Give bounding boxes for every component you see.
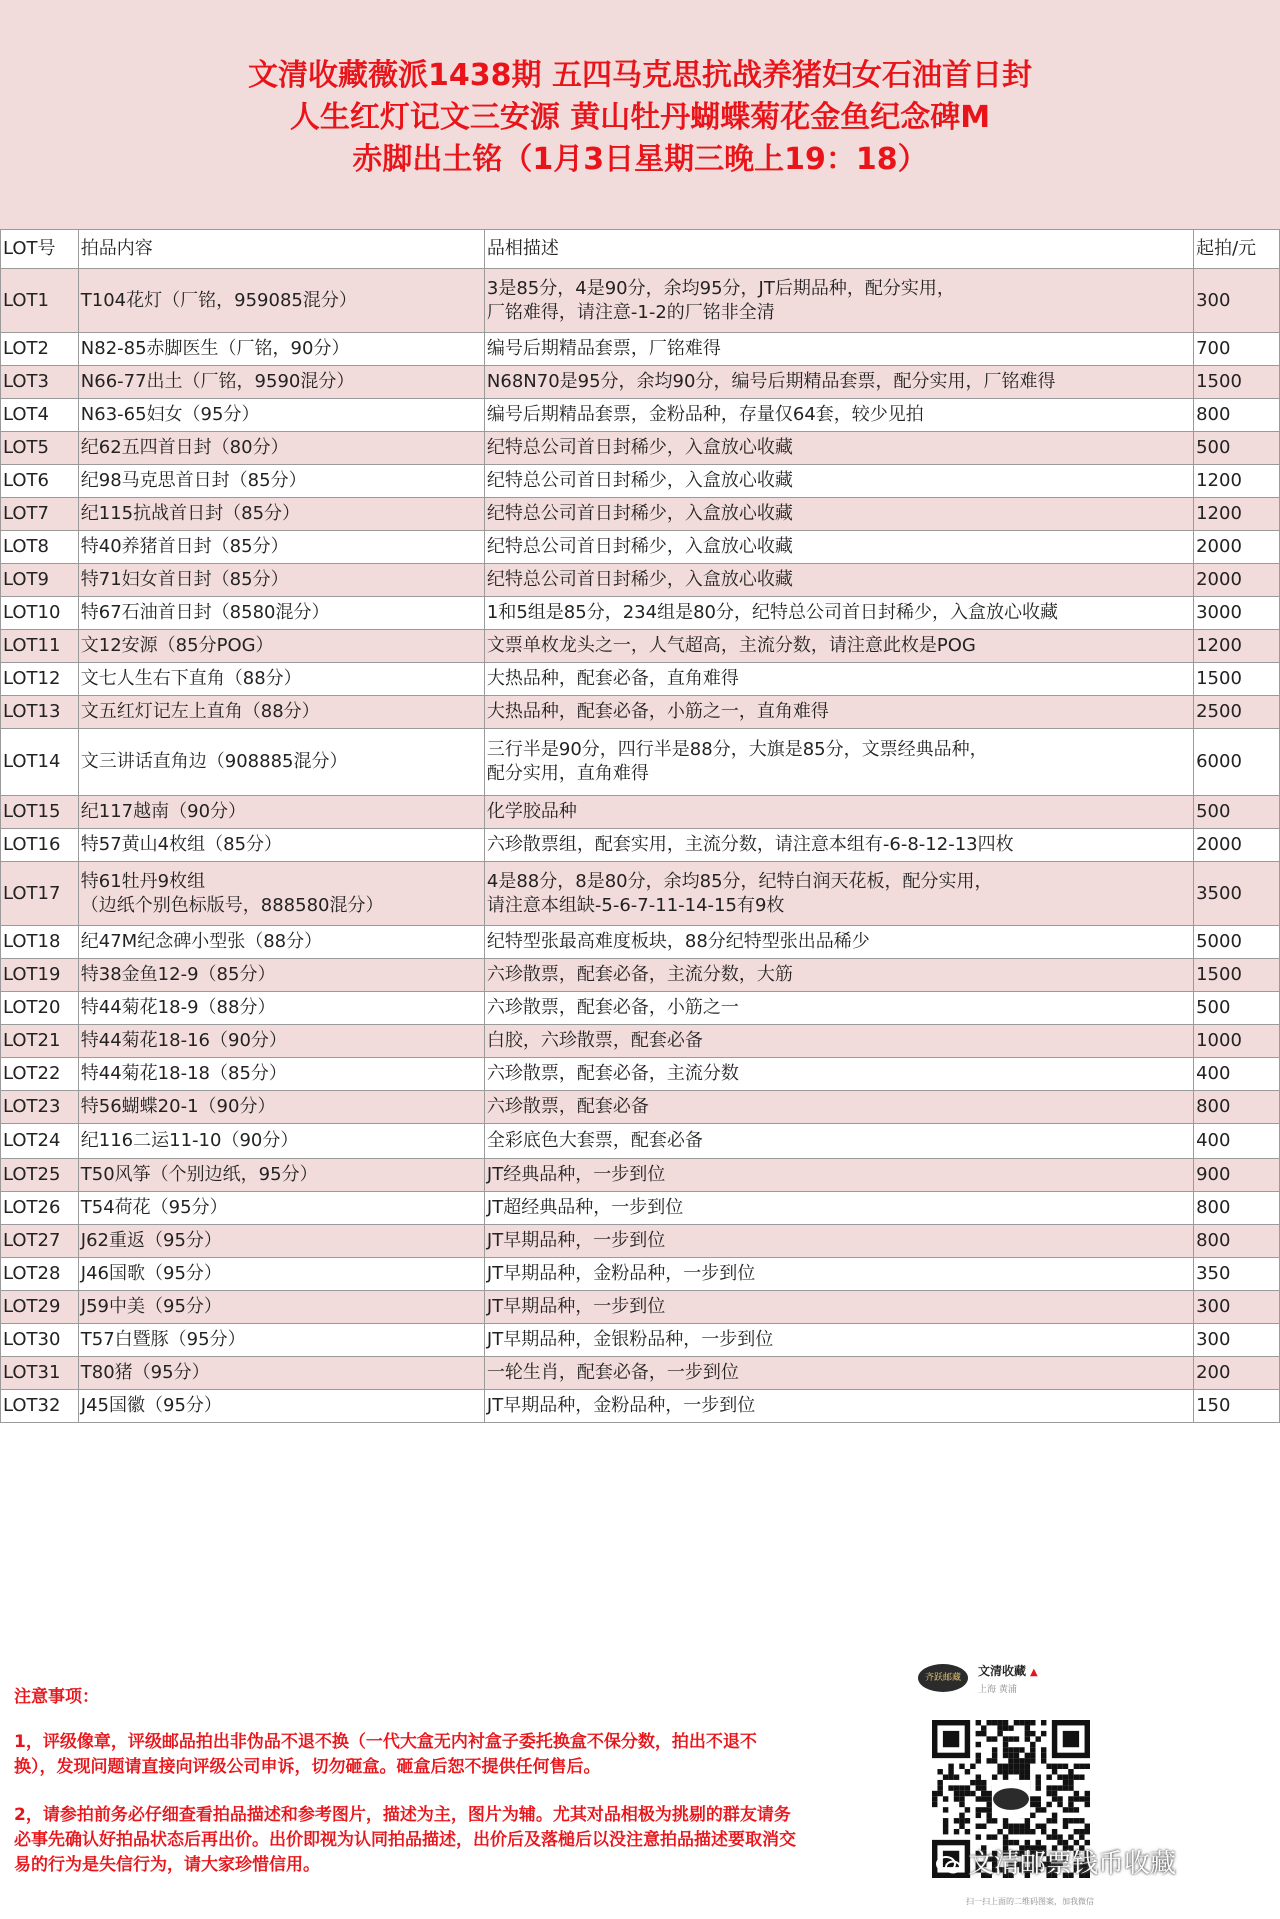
table-row	[1, 1192, 1280, 1225]
cell-price: 2000	[1194, 531, 1280, 564]
notes-title: 注意事项：	[14, 1687, 99, 1707]
cell-lot: LOT25	[1, 1159, 79, 1192]
cell-lot: LOT13	[1, 696, 79, 729]
cell-item: 文五红灯记左上直角（88分）	[78, 696, 484, 729]
cell-desc: 化学胶品种	[484, 796, 1193, 829]
table-row	[1, 498, 1280, 531]
cell-item: 特67石油首日封（8580混分）	[78, 597, 484, 630]
table-row	[1, 663, 1280, 696]
cell-price: 6000	[1194, 729, 1280, 796]
cell-desc: 纪特总公司首日封稀少，入盒放心收藏	[484, 531, 1193, 564]
cell-price: 300	[1194, 1291, 1280, 1324]
cell-price: 150	[1194, 1390, 1280, 1423]
cell-lot: LOT29	[1, 1291, 79, 1324]
note-1: 1，评级像章，评级邮品拍出非伪品不退不换（一代大盒无内衬盒子委托换盒不保分数，拍出不退不换），发现问题请直接向评级公司申诉，切勿砸盒。砸盒后恕不提供任何售后。	[14, 1732, 757, 1777]
cell-lot: LOT12	[1, 663, 79, 696]
cell-desc: JT早期品种，一步到位	[484, 1225, 1193, 1258]
table-row	[1, 269, 1280, 333]
cell-lot: LOT10	[1, 597, 79, 630]
cell-price: 500	[1194, 796, 1280, 829]
table-row	[1, 1091, 1280, 1124]
cell-price: 1200	[1194, 630, 1280, 663]
table-row	[1, 1025, 1280, 1058]
cell-desc: 六珍散票，配套必备，主流分数，大筋	[484, 959, 1193, 992]
cell-price: 900	[1194, 1159, 1280, 1192]
qr-caption: 扫一扫上面的二维码图案，加我微信	[966, 1897, 1094, 1906]
cell-desc: JT早期品种，金粉品种，一步到位	[484, 1258, 1193, 1291]
cell-lot: LOT14	[1, 729, 79, 796]
table-row	[1, 1225, 1280, 1258]
column-header: 拍品内容	[78, 230, 484, 269]
cell-item: J62重返（95分）	[78, 1225, 484, 1258]
cell-lot: LOT18	[1, 926, 79, 959]
cell-lot: LOT4	[1, 399, 79, 432]
cell-item: T104花灯（厂铭，959085混分）	[78, 269, 484, 333]
cell-lot: LOT24	[1, 1124, 79, 1159]
brand-name: 文清收藏 ▲	[978, 1664, 1038, 1678]
cell-lot: LOT22	[1, 1058, 79, 1091]
cell-price: 300	[1194, 269, 1280, 333]
cell-item: T54荷花（95分）	[78, 1192, 484, 1225]
cell-desc: JT超经典品种，一步到位	[484, 1192, 1193, 1225]
cell-lot: LOT6	[1, 465, 79, 498]
table-row	[1, 796, 1280, 829]
title-banner	[0, 0, 1280, 230]
table-row	[1, 959, 1280, 992]
cell-lot: LOT28	[1, 1258, 79, 1291]
cell-desc: 六珍散票，配套必备，主流分数	[484, 1058, 1193, 1091]
cell-item: T57白暨豚（95分）	[78, 1324, 484, 1357]
table-row	[1, 729, 1280, 796]
table-row	[1, 1390, 1280, 1423]
cell-item: 纪98马克思首日封（85分）	[78, 465, 484, 498]
cell-price: 5000	[1194, 926, 1280, 959]
cell-price: 3500	[1194, 862, 1280, 926]
cell-lot: LOT19	[1, 959, 79, 992]
cell-item: 特40养猪首日封（85分）	[78, 531, 484, 564]
wechat-icon	[936, 1855, 962, 1875]
cell-price: 800	[1194, 1091, 1280, 1124]
cell-lot: LOT11	[1, 630, 79, 663]
cell-item: 特38金鱼12-9（85分）	[78, 959, 484, 992]
cell-lot: LOT30	[1, 1324, 79, 1357]
cell-desc: 纪特总公司首日封稀少，入盒放心收藏	[484, 564, 1193, 597]
cell-price: 3000	[1194, 597, 1280, 630]
cell-desc: JT早期品种，一步到位	[484, 1291, 1193, 1324]
cell-desc: 一轮生肖，配套必备，一步到位	[484, 1357, 1193, 1390]
cell-desc: 纪特总公司首日封稀少，入盒放心收藏	[484, 465, 1193, 498]
cell-item: 特44菊花18-18（85分）	[78, 1058, 484, 1091]
cell-lot: LOT23	[1, 1091, 79, 1124]
cell-item: 纪116二运11-10（90分）	[78, 1124, 484, 1159]
cell-lot: LOT32	[1, 1390, 79, 1423]
cell-desc: 编号后期精品套票，金粉品种，存量仅64套，较少见拍	[484, 399, 1193, 432]
cell-lot: LOT17	[1, 862, 79, 926]
watermark	[936, 1843, 1176, 1880]
cell-item: N63-65妇女（95分）	[78, 399, 484, 432]
table-row	[1, 696, 1280, 729]
cell-lot: LOT21	[1, 1025, 79, 1058]
cell-lot: LOT3	[1, 366, 79, 399]
cell-item: 特44菊花18-9（88分）	[78, 992, 484, 1025]
cell-desc: 白胶，六珍散票，配套必备	[484, 1025, 1193, 1058]
cell-item: T80猪（95分）	[78, 1357, 484, 1390]
cell-price: 1500	[1194, 959, 1280, 992]
cell-desc: 3是85分，4是90分，余均95分，JT后期品种，配分实用， 厂铭难得，请注意-1-2的厂铭非全清	[484, 269, 1193, 333]
cell-desc: 大热品种，配套必备，小筋之一，直角难得	[484, 696, 1193, 729]
cell-item: 特56蝴蝶20-1（90分）	[78, 1091, 484, 1124]
cell-desc: 1和5组是85分，234组是80分，纪特总公司首日封稀少，入盒放心收藏	[484, 597, 1193, 630]
cell-price: 1500	[1194, 366, 1280, 399]
cell-price: 300	[1194, 1324, 1280, 1357]
cell-item: 特57黄山4枚组（85分）	[78, 829, 484, 862]
title-line-3: 赤脚出土铭（1月3日星期三晚上19：18）	[352, 142, 928, 177]
cell-price: 500	[1194, 432, 1280, 465]
table-row	[1, 564, 1280, 597]
cell-price: 1000	[1194, 1025, 1280, 1058]
watermark-text: 文清邮票钱币收藏	[968, 1849, 1177, 1879]
column-header: 起拍/元	[1194, 230, 1280, 269]
table-row	[1, 1291, 1280, 1324]
column-header: LOT号	[1, 230, 79, 269]
table-row	[1, 366, 1280, 399]
cell-lot: LOT15	[1, 796, 79, 829]
cell-item: J59中美（95分）	[78, 1291, 484, 1324]
cell-item: 特71妇女首日封（85分）	[78, 564, 484, 597]
cell-price: 2000	[1194, 829, 1280, 862]
cell-lot: LOT1	[1, 269, 79, 333]
table-row	[1, 432, 1280, 465]
cell-price: 400	[1194, 1124, 1280, 1159]
cell-item: N82-85赤脚医生（厂铭，90分）	[78, 333, 484, 366]
title-line-2: 人生红灯记文三安源 黄山牡丹蝴蝶菊花金鱼纪念碑M	[289, 100, 991, 135]
cell-lot: LOT7	[1, 498, 79, 531]
cell-price: 800	[1194, 1225, 1280, 1258]
brand-logo: 齐跃邮藏	[918, 1664, 968, 1692]
table-header-row	[1, 230, 1280, 269]
table-row	[1, 1124, 1280, 1159]
cell-price: 800	[1194, 399, 1280, 432]
cell-item: 纪117越南（90分）	[78, 796, 484, 829]
cell-price: 1200	[1194, 498, 1280, 531]
auction-table	[0, 229, 1280, 1423]
cell-lot: LOT27	[1, 1225, 79, 1258]
table-row	[1, 1324, 1280, 1357]
cell-item: 特44菊花18-16（90分）	[78, 1025, 484, 1058]
table-row	[1, 1357, 1280, 1390]
cell-lot: LOT31	[1, 1357, 79, 1390]
cell-desc: 文票单枚龙头之一，人气超高，主流分数，请注意此枚是POG	[484, 630, 1193, 663]
table-row	[1, 862, 1280, 926]
cell-desc: 六珍散票组，配套实用，主流分数，请注意本组有-6-8-12-13四枚	[484, 829, 1193, 862]
cell-desc: JT早期品种，金粉品种，一步到位	[484, 1390, 1193, 1423]
cell-price: 1200	[1194, 465, 1280, 498]
cell-lot: LOT5	[1, 432, 79, 465]
table-row	[1, 465, 1280, 498]
cell-desc: 纪特型张最高难度板块，88分纪特型张出品稀少	[484, 926, 1193, 959]
table-row	[1, 399, 1280, 432]
cell-item: J46国歌（95分）	[78, 1258, 484, 1291]
cell-desc: 大热品种，配套必备，直角难得	[484, 663, 1193, 696]
cell-price: 1500	[1194, 663, 1280, 696]
cell-desc: 六珍散票，配套必备	[484, 1091, 1193, 1124]
cell-desc: 纪特总公司首日封稀少，入盒放心收藏	[484, 432, 1193, 465]
cell-item: 文12安源（85分POG）	[78, 630, 484, 663]
cell-price: 800	[1194, 1192, 1280, 1225]
cell-item: 纪47M纪念碑小型张（88分）	[78, 926, 484, 959]
table-row	[1, 531, 1280, 564]
table-row	[1, 992, 1280, 1025]
table-row	[1, 1258, 1280, 1291]
table-row	[1, 926, 1280, 959]
cell-desc: 纪特总公司首日封稀少，入盒放心收藏	[484, 498, 1193, 531]
cell-lot: LOT2	[1, 333, 79, 366]
cell-item: 文七人生右下直角（88分）	[78, 663, 484, 696]
cell-price: 350	[1194, 1258, 1280, 1291]
table-row	[1, 597, 1280, 630]
cell-desc: N68N70是95分，余均90分，编号后期精品套票，配分实用，厂铭难得	[484, 366, 1193, 399]
cell-lot: LOT16	[1, 829, 79, 862]
cell-lot: LOT9	[1, 564, 79, 597]
table-row	[1, 1058, 1280, 1091]
cell-desc: 4是88分，8是80分，余均85分，纪特白润天花板，配分实用， 请注意本组缺-5-6-7-11-14-15有9枚	[484, 862, 1193, 926]
brand-location: 上海 黄浦	[978, 1685, 1017, 1695]
cell-desc: JT经典品种，一步到位	[484, 1159, 1193, 1192]
cell-desc: 三行半是90分，四行半是88分，大旗是85分，文票经典品种， 配分实用，直角难得	[484, 729, 1193, 796]
cell-item: J45国徽（95分）	[78, 1390, 484, 1423]
cell-price: 2500	[1194, 696, 1280, 729]
cell-item: 纪62五四首日封（80分）	[78, 432, 484, 465]
cell-price: 400	[1194, 1058, 1280, 1091]
cell-lot: LOT26	[1, 1192, 79, 1225]
title-line-1: 文清收藏薇派1438期 五四马克思抗战养猪妇女石油首日封	[248, 58, 1032, 93]
cell-desc: 六珍散票，配套必备，小筋之一	[484, 992, 1193, 1025]
cell-desc: 编号后期精品套票，厂铭难得	[484, 333, 1193, 366]
cell-item: 文三讲话直角边（908885混分）	[78, 729, 484, 796]
table-row	[1, 333, 1280, 366]
cell-desc: JT早期品种，金银粉品种，一步到位	[484, 1324, 1193, 1357]
cell-lot: LOT20	[1, 992, 79, 1025]
note-2: 2，请参拍前务必仔细查看拍品描述和参考图片，描述为主，图片为辅。尤其对品相极为挑剔的群友请务必事先确认好拍品状态后再出价。出价即视为认同拍品描述，出价后及落槌后以没注意拍品描述要取消交易的行为是失信行为，请大家珍惜信用。	[14, 1805, 796, 1875]
cell-price: 200	[1194, 1357, 1280, 1390]
cell-price: 500	[1194, 992, 1280, 1025]
cell-item: T50风筝（个别边纸，95分）	[78, 1159, 484, 1192]
column-header: 品相描述	[484, 230, 1193, 269]
cell-item: N66-77出土（厂铭，9590混分）	[78, 366, 484, 399]
cell-lot: LOT8	[1, 531, 79, 564]
cell-desc: 全彩底色大套票，配套必备	[484, 1124, 1193, 1159]
table-row	[1, 829, 1280, 862]
cell-item: 纪115抗战首日封（85分）	[78, 498, 484, 531]
table-row	[1, 630, 1280, 663]
cell-price: 2000	[1194, 564, 1280, 597]
table-row	[1, 1159, 1280, 1192]
cell-item: 特61牡丹9枚组 （边纸个别色标版号，888580混分）	[78, 862, 484, 926]
cell-price: 700	[1194, 333, 1280, 366]
